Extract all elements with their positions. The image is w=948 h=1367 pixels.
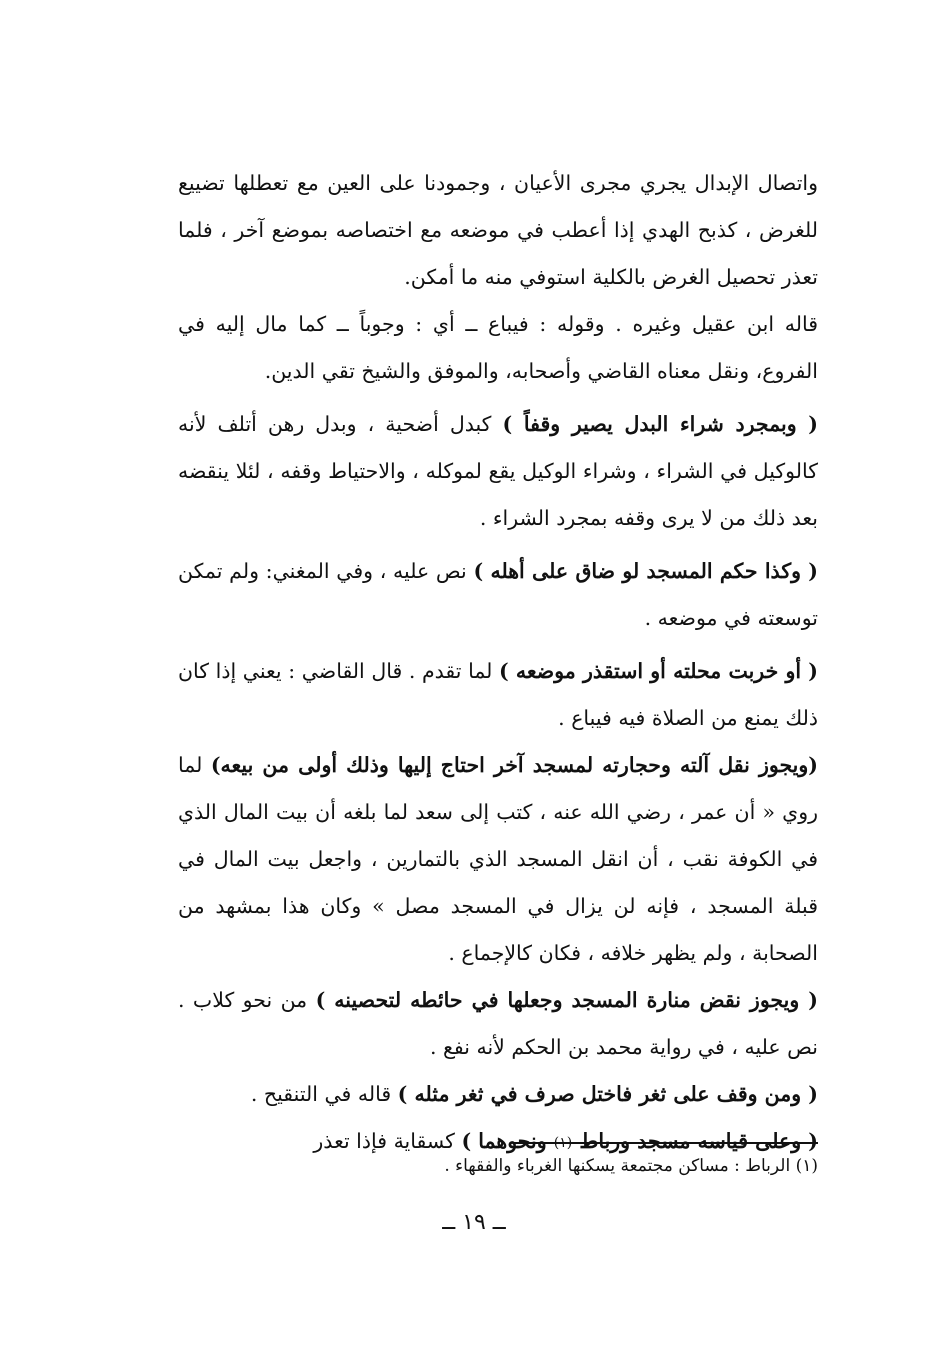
bold-heading-segment: ( ومن وقف على ثغر فاختل صرف في ثغر مثله ): [397, 1082, 818, 1106]
main-text: [178, 160, 818, 1167]
text-segment: من نحو كلاب . نص عليه ، في رواية محمد بن الحكم لأنه نفع .: [178, 988, 818, 1059]
footnote-divider: [514, 1142, 818, 1144]
paragraph-2: [178, 301, 818, 395]
text-segment: لما روي « أن عمر ، رضي الله عنه ، كتب إلى سعد لما بلغه أن بيت المال الذي في الكوفة نقب ، أن انقل المسجد الذي بالتمارين ، واجعل بيت المال في قبلة المسجد ، فإنه لن يزال في المسجد مصل » وكان هذا بمشهد من الصحابة ، ولم يظهر خلافه ، فكان كالإجماع .: [178, 753, 818, 965]
text-segment: واتصال الإبدال يجري مجرى الأعيان ، وجمودنا على العين مع تعطلها تضييع للغرض ، كذبح الهدي إذا أعطب في موضعه مع اختصاصه بموضع آخر ، فلما تعذر تحصيل الغرض بالكلية استوفي منه ما أمكن.: [178, 171, 818, 289]
bold-heading-segment: ( أو خربت محلته أو استقذر موضعه ): [499, 659, 818, 683]
paragraph-6: [178, 742, 818, 977]
bold-heading-segment: ( ويجوز نقض منارة المسجد وجعلها في حائطه لتحصينه ): [315, 988, 818, 1012]
text-segment: كبدل أضحية ، وبدل رهن أتلف لأنه كالوكيل في الشراء ، وشراء الوكيل يقع لموكله ، والاحتياط وقفه ، لئلا ينقضه بعد ذلك من لا يرى وقفه بمجرد الشراء .: [178, 412, 818, 530]
paragraph-8: [178, 1071, 818, 1118]
text-segment: قاله ابن عقيل وغيره . وقوله : فيباع ــ أي : وجوباً ــ كما مال إليه في الفروع، ونقل معناه القاضي وأصحابه، والموفق والشيخ تقي الدين.: [178, 312, 818, 383]
bold-heading-segment: ( وبمجرد شراء البدل يصير وقفاً ): [502, 412, 818, 436]
paragraph-3: [178, 401, 818, 542]
bold-heading-segment: ونحوهما ): [461, 1129, 554, 1153]
page-number: ــ ١٩ ــ: [442, 1210, 506, 1235]
bold-heading-segment: (ويجوز نقل آلته وحجارته لمسجد آخر احتاج إليها وذلك أولى من بيعه): [210, 753, 818, 777]
paragraph-5: [178, 648, 818, 742]
bold-heading-segment: ( وكذا حكم المسجد لو ضاق على أهله ): [473, 559, 818, 583]
footnote-marker: (١): [553, 1135, 573, 1151]
text-segment: قاله في التنقيح .: [250, 1082, 398, 1106]
paragraph-7: [178, 977, 818, 1071]
text-segment: نص عليه ، وفي المغني: ولم تمكن توسعته في موضعه .: [178, 559, 818, 630]
paragraph-1: [178, 160, 818, 301]
text-segment: كسقاية فإذا تعذر: [313, 1129, 462, 1153]
footnote: (١) الرباط : مساكن مجتمعة يسكنها الغرباء والفقهاء .: [444, 1156, 818, 1176]
text-segment: لما تقدم . قال القاضي : يعني إذا كان ذلك يمنع من الصلاة فيه فيباع .: [178, 659, 818, 730]
paragraph-4: [178, 548, 818, 642]
bold-heading-segment: ( وعلى قياسه مسجد ورباط: [572, 1129, 818, 1153]
